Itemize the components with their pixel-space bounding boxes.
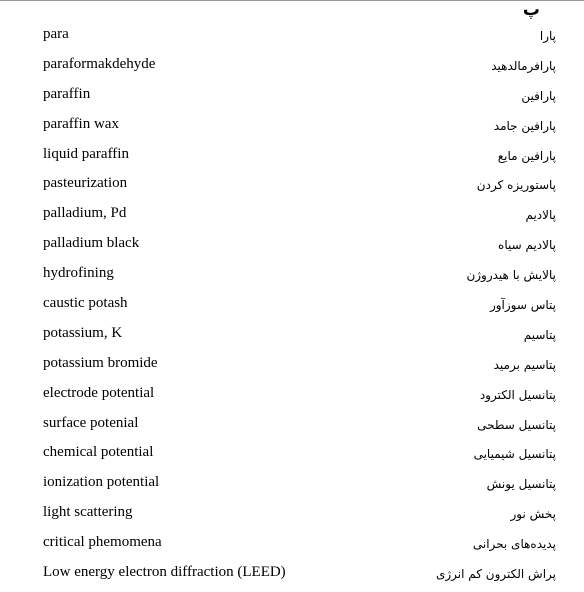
persian-term: پالایش با هیدروژن [466,268,556,283]
glossary-entry [0,173,584,203]
persian-term: پتاس سوزآور [489,298,556,313]
glossary-entry [0,562,584,592]
persian-term: پاستوریزه کردن [476,178,556,193]
english-term: paraformakdehyde [43,55,156,72]
english-term: paraffin [43,85,91,102]
persian-term: پالادیم [525,208,556,223]
persian-term: پارافین [521,88,556,103]
english-term: potassium bromide [43,354,158,371]
english-term: caustic potash [43,295,128,312]
english-term: hydrofining [43,265,114,282]
english-term: paraffin wax [43,115,119,132]
glossary-entry [0,413,584,443]
english-term: light scattering [43,504,133,521]
glossary-entry [0,472,584,502]
persian-term: پالادیم سیاه [498,238,556,253]
glossary-entry [0,84,584,114]
english-term: surface potenial [43,414,139,431]
english-term: electrode potential [43,384,155,401]
glossary-entry [0,383,584,413]
persian-term: پتانسیل سطحی [477,417,556,432]
glossary-entry [0,323,584,353]
glossary-entry [0,114,584,144]
glossary-entry [0,24,584,54]
glossary-entry [0,203,584,233]
english-term: liquid paraffin [43,145,129,162]
persian-term: پارافین مایع [497,148,556,163]
persian-term: پارا [539,29,556,43]
persian-term: پتانسیل شیمیایی [473,447,556,462]
persian-term: پراش الکترون کم انرژی [435,567,556,582]
persian-term: پارافرمالدهید [491,58,556,73]
persian-term: پتاسیم [523,327,556,342]
english-term: Low energy electron diffraction (LEED) [43,564,286,581]
glossary-entry [0,263,584,293]
glossary-entry [0,442,584,472]
persian-term: پارافین جامد [493,118,556,133]
glossary-entry [0,502,584,532]
english-term: pasteurization [43,175,128,192]
persian-term: پتانسیل یونش [486,477,556,492]
top-rule [0,0,584,1]
glossary-entry [0,353,584,383]
english-term: potassium, K [43,324,123,341]
glossary-entry [0,293,584,323]
glossary-entry [0,144,584,174]
english-term: chemical potential [43,444,154,461]
persian-term: پخش نور [510,507,556,522]
persian-term: پدیده‌های بحرانی [472,537,556,552]
english-term: para [43,26,69,42]
english-term: ionization potential [43,474,160,491]
persian-term: پتاسیم برمید [493,357,556,372]
glossary-entry [0,532,584,562]
english-term: palladium black [43,235,140,252]
glossary-entry [0,54,584,84]
glossary-list [0,24,584,592]
persian-term: پتانسیل الکترود [479,387,556,402]
section-letter: پ [522,0,540,20]
glossary-entry [0,233,584,263]
english-term: palladium, Pd [43,205,127,222]
english-term: critical phemomena [43,534,162,551]
